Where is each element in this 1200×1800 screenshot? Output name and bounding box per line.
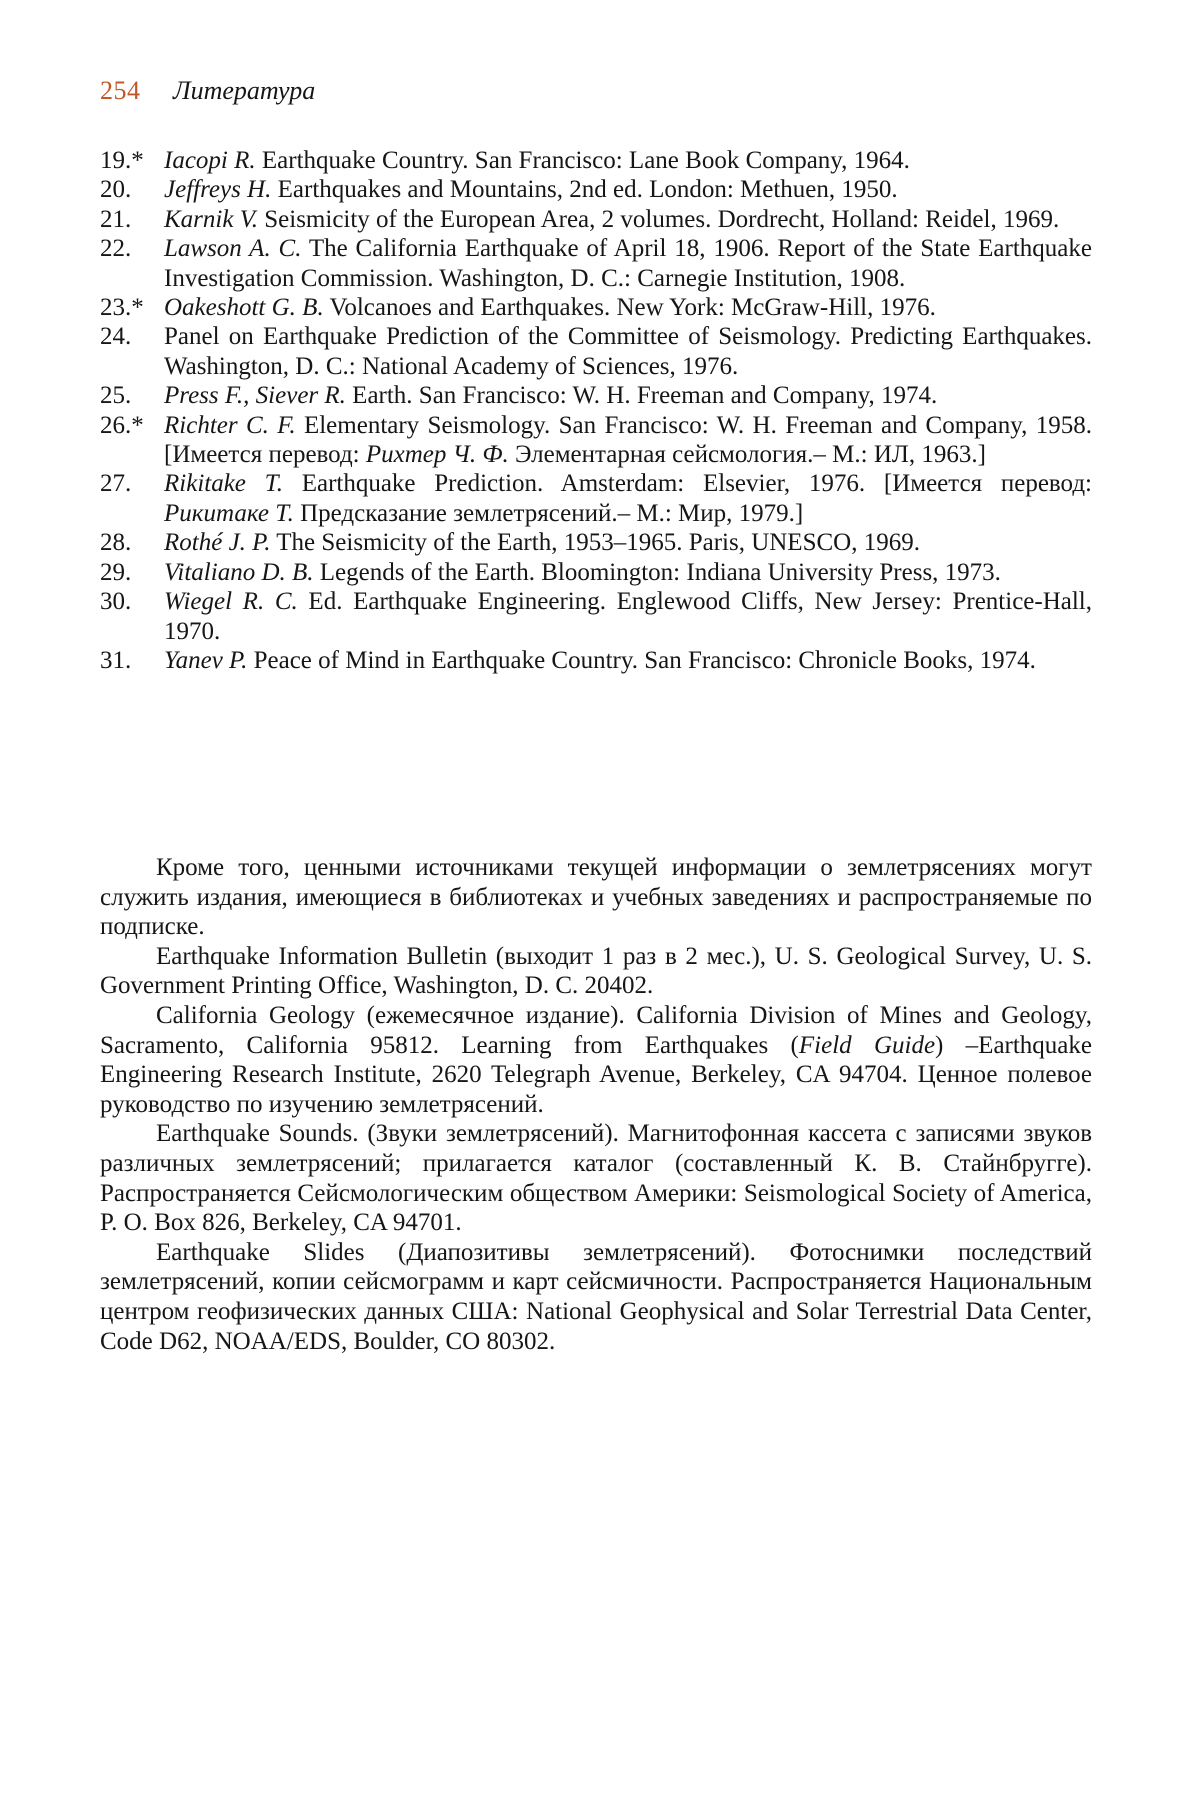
paragraph: Earthquake Sounds. (Звуки землетрясений). Магнитофонная кассета с записями звуков различных землетрясений; прилагается каталог (составленный К. В. Стайнбругге). Распространяется Сейсмологическим обществом Америки: Seismological Society of America, P. O. Box 826, Berkeley, CA 94701. (100, 1119, 1092, 1237)
paragraph: California Geology (ежемесячное издание). California Division of Mines and Geology, Sacramento, California 95812. Learning from Earthquakes (Field Guide) –Earthquake Engineering Research Institute, 2620 Telegraph Avenue, Berkeley, CA 94704. Ценное полевое руководство по изучению землетрясений. (100, 1001, 1092, 1119)
reference-number: 29. (100, 558, 164, 587)
reference-item (100, 146, 1092, 175)
page-header (100, 78, 315, 104)
reference-translation-author: Рикитаке Т. (164, 500, 294, 527)
reference-translation-author: Рихтер Ч. Ф. (366, 441, 509, 468)
reference-item (100, 293, 1092, 322)
reference-number: 19.* (100, 146, 164, 175)
reference-author: Karnik V. (164, 206, 258, 233)
reference-author: Vitaliano D. B. (164, 559, 314, 586)
reference-number: 22. (100, 234, 164, 293)
reference-text: Yanev P. Peace of Mind in Earthquake Country. San Francisco: Chronicle Books, 1974. (164, 646, 1092, 675)
reference-author: Lawson A. C. (164, 235, 301, 262)
reference-text: Oakeshott G. B. Volcanoes and Earthquakes. New York: McGraw-Hill, 1976. (164, 293, 1092, 322)
paragraph: Earthquake Slides (Диапозитивы землетрясений). Фотоснимки последствий землетрясений, копии сейсмограмм и карт сейсмичности. Распространяется Национальным центром геофизических данных США: National Geophysical and Solar Terrestrial Data Center, Code D62, NOAA/EDS, Boulder, CO 80302. (100, 1238, 1092, 1356)
reference-author: Oakeshott G. B. (164, 294, 324, 321)
reference-author: Wiegel R. C. (164, 588, 298, 615)
reference-text: Karnik V. Seismicity of the European Area, 2 volumes. Dordrecht, Holland: Reidel, 1969. (164, 205, 1092, 234)
reference-number: 24. (100, 322, 164, 381)
reference-item (100, 528, 1092, 557)
reference-number: 28. (100, 528, 164, 557)
reference-text: Richter C. F. Elementary Seismology. San Francisco: W. H. Freeman and Company, 1958. [Имеется перевод: Рихтер Ч. Ф. Элементарная сейсмология.– М.: ИЛ, 1963.] (164, 411, 1092, 470)
reference-text: Press F., Siever R. Earth. San Francisco: W. H. Freeman and Company, 1974. (164, 381, 1092, 410)
reference-item (100, 381, 1092, 410)
reference-author: Rothé J. P. (164, 529, 270, 556)
reference-item (100, 322, 1092, 381)
reference-text: Wiegel R. C. Ed. Earthquake Engineering. Englewood Cliffs, New Jersey: Prentice-Hall, 1970. (164, 587, 1092, 646)
reference-author: Press F., Siever R. (164, 382, 346, 409)
page-number: 254 (100, 76, 141, 105)
reference-text: Iacopi R. Earthquake Country. San Francisco: Lane Book Company, 1964. (164, 146, 1092, 175)
reference-item (100, 587, 1092, 646)
reference-number: 21. (100, 205, 164, 234)
paragraph: Кроме того, ценными источниками текущей информации о землетрясениях могут служить издания, имеющиеся в библиотеках и учебных заведениях и распространяемые по подписке. (100, 853, 1092, 942)
reference-list (100, 146, 1092, 675)
reference-item (100, 646, 1092, 675)
reference-author: Rikitake T. (164, 470, 283, 497)
paragraph: Earthquake Information Bulletin (выходит 1 раз в 2 мес.), U. S. Geological Survey, U. S. Government Printing Office, Washington, D. C. 20402. (100, 942, 1092, 1001)
reference-text: Vitaliano D. B. Legends of the Earth. Bloomington: Indiana University Press, 1973. (164, 558, 1092, 587)
body-text (100, 853, 1092, 1356)
reference-number: 30. (100, 587, 164, 646)
reference-text: Rothé J. P. The Seismicity of the Earth, 1953–1965. Paris, UNESCO, 1969. (164, 528, 1092, 557)
reference-item (100, 205, 1092, 234)
reference-text: Jeffreys H. Earthquakes and Mountains, 2nd ed. London: Methuen, 1950. (164, 175, 1092, 204)
reference-number: 20. (100, 175, 164, 204)
reference-author: Richter C. F. (164, 412, 296, 439)
reference-number: 23.* (100, 293, 164, 322)
reference-item (100, 558, 1092, 587)
running-head: Литература (173, 76, 315, 105)
reference-author: Iacopi R. (164, 147, 256, 174)
reference-number: 31. (100, 646, 164, 675)
reference-text: Lawson A. C. The California Earthquake of April 18, 1906. Report of the State Earthquake Investigation Commission. Washington, D. C.: Carnegie Institution, 1908. (164, 234, 1092, 293)
reference-item (100, 234, 1092, 293)
reference-author: Yanev P. (164, 647, 247, 674)
reference-author: Jeffreys H. (164, 176, 271, 203)
reference-number: 26.* (100, 411, 164, 470)
reference-item (100, 411, 1092, 470)
book-page (0, 0, 1200, 1800)
reference-number: 27. (100, 469, 164, 528)
reference-item (100, 469, 1092, 528)
reference-text: Rikitake T. Earthquake Prediction. Amsterdam: Elsevier, 1976. [Имеется перевод: Рикитаке Т. Предсказание землетрясений.– М.: Мир, 1979.] (164, 469, 1092, 528)
reference-number: 25. (100, 381, 164, 410)
reference-item (100, 175, 1092, 204)
reference-text: Panel on Earthquake Prediction of the Committee of Seismology. Predicting Earthquakes. Washington, D. C.: National Academy of Sciences, 1976. (164, 322, 1092, 381)
italic-title: Field Guide (799, 1032, 935, 1059)
